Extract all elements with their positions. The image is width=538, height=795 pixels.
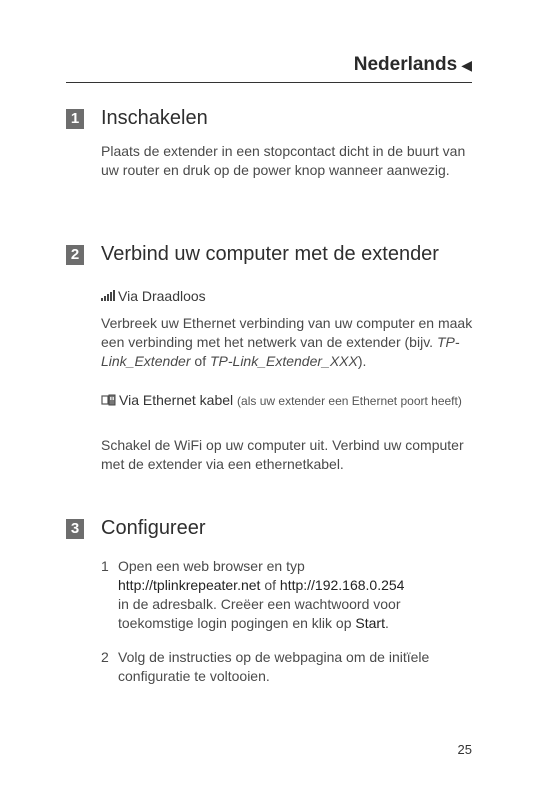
section-number-2: 2 xyxy=(66,245,84,265)
ethernet-body: Schakel de WiFi op uw computer uit. Verbind uw computer met de extender via een ethernetkabel. xyxy=(101,437,464,472)
url-ip-address: http://192.168.0.254 xyxy=(279,577,405,593)
page-number: 25 xyxy=(457,742,472,757)
triangle-left-icon: ◀ xyxy=(461,57,472,73)
language-label: Nederlands ◀ xyxy=(353,54,472,75)
wireless-title: Via Draadloos xyxy=(118,288,206,304)
step-2-text: Volg de instructies op de webpagina om de initïele configuratie te voltooien. xyxy=(118,649,430,684)
page-header xyxy=(66,52,472,83)
wireless-heading xyxy=(101,288,206,304)
wireless-body: Verbreek uw Ethernet verbinding van uw computer en maak een verbinding met het netwerk van de extender (bijv. TP-Link_Extender of TP-Link_Extender_XXX). xyxy=(101,315,473,369)
ssid-2: TP-Link_Extender_XXX xyxy=(209,353,358,369)
config-step-1: 1 Open een web browser en typ http://tplinkrepeater.net of http://192.168.0.254 in de adresbalk. Creëer een wachtwoord voor toekomstige login pogingen en klik op Start. xyxy=(101,558,405,631)
section-body-1: Plaats de extender in een stopcontact dicht in de buurt van uw router en druk op de power knop wanneer aanwezig. xyxy=(101,143,466,178)
step-number-1: 1 xyxy=(101,558,109,574)
config-step-2 xyxy=(101,648,473,686)
ssid-1: TP-Link_Extender xyxy=(101,334,460,369)
wifi-signal-icon xyxy=(101,290,115,301)
section-number-1: 1 xyxy=(66,109,84,129)
section-title-2: Verbind uw computer met de extender xyxy=(101,243,439,265)
ethernet-title: Via Ethernet kabel xyxy=(119,392,234,408)
ethernet-cable-icon xyxy=(101,393,116,407)
section-title-1: Inschakelen xyxy=(101,107,208,129)
step-number-2: 2 xyxy=(101,649,109,665)
section-number-3: 3 xyxy=(66,519,84,539)
ethernet-heading xyxy=(101,391,473,411)
section-title-3: Configureer xyxy=(101,517,206,539)
ethernet-note: (als uw extender een Ethernet poort heeft) xyxy=(237,394,462,408)
start-label: Start xyxy=(355,615,385,631)
url-tplinkrepeater: http://tplinkrepeater.net xyxy=(118,577,261,593)
